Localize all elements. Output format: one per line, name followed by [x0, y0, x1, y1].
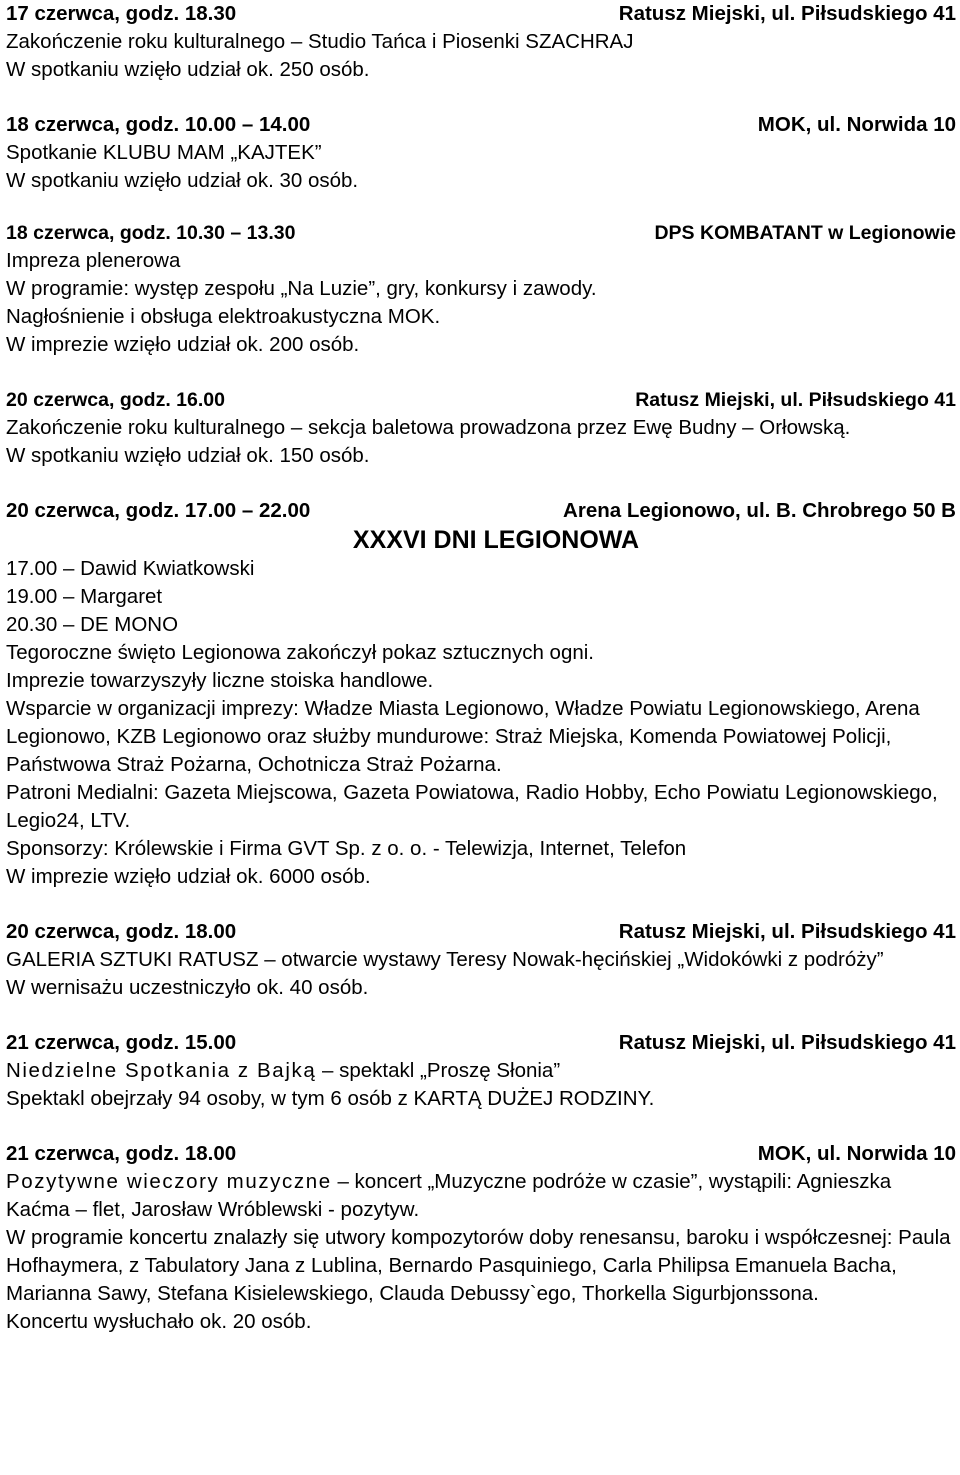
program-item: 19.00 – Margaret: [6, 585, 163, 608]
event-note: Imprezie towarzyszyły liczne stoiska handlowe.: [6, 669, 434, 692]
event-title: XXXVI DNI LEGIONOWA: [352, 526, 640, 554]
event-header: [6, 0, 956, 28]
event-entry: [6, 386, 956, 470]
event-place: Ratusz Miejski, ul. Piłsudskiego 41: [618, 2, 956, 25]
event-place: Arena Legionowo, ul. B. Chrobrego 50 B: [563, 499, 956, 522]
event-attendance: W imprezie wzięło udział ok. 6000 osób.: [6, 865, 371, 888]
event-description-rest: – spektakl „Proszę Słonia”: [316, 1059, 561, 1082]
event-entry: [6, 111, 956, 195]
event-program: W programie: występ zespołu „Na Luzie”, gry, konkursy i zawody.: [6, 277, 597, 300]
event-date: 18 czerwca, godz. 10.30 – 13.30: [6, 222, 296, 244]
event-date: 20 czerwca, godz. 18.00: [6, 920, 237, 943]
event-description: Zakończenie roku kulturalnego – sekcja baletowa prowadzona przez Ewę Budny – Orłowską.: [6, 416, 851, 439]
event-series-name: Niedzielne Spotkania z Bajką: [6, 1059, 317, 1082]
event-entry: [6, 918, 956, 1002]
event-header: [6, 918, 956, 946]
event-date: 21 czerwca, godz. 18.00: [6, 1142, 237, 1165]
event-header: [6, 1029, 956, 1057]
event-place: MOK, ul. Norwida 10: [757, 113, 956, 136]
event-entry: [6, 1140, 956, 1336]
event-date: 21 czerwca, godz. 15.00: [6, 1031, 237, 1054]
event-description: Impreza plenerowa: [6, 249, 181, 272]
event-entry: [6, 219, 956, 359]
event-place: Ratusz Miejski, ul. Piłsudskiego 41: [618, 1031, 956, 1054]
event-series-name: Pozytywne wieczory muzyczne: [6, 1170, 332, 1193]
program-item: 17.00 – Dawid Kwiatkowski: [6, 557, 255, 580]
event-place: Ratusz Miejski, ul. Piłsudskiego 41: [635, 389, 956, 411]
event-sponsors: Sponsorzy: Królewskie i Firma GVT Sp. z o. o. - Telewizja, Internet, Telefon: [6, 837, 687, 860]
event-description: GALERIA SZTUKI RATUSZ – otwarcie wystawy Teresy Nowak-hęcińskiej „Widokówki z podróży”: [6, 948, 884, 971]
event-header: [6, 386, 956, 414]
event-entry: [6, 0, 956, 84]
event-note: Tegoroczne święto Legionowa zakończył pokaz sztucznych ogni.: [6, 641, 594, 664]
event-note: Nagłośnienie i obsługa elektroakustyczna MOK.: [6, 305, 441, 328]
event-header: [6, 497, 956, 525]
event-attendance: W wernisażu uczestniczyło ok. 40 osób.: [6, 976, 369, 999]
event-header: [6, 219, 956, 247]
event-date: 17 czerwca, godz. 18.30: [6, 2, 237, 25]
event-description-rest: – koncert „Muzyczne podróże w czasie”, wystąpili: Agnieszka Kaćma – flet, Jarosław Wróblewski - pozytyw.: [6, 1170, 892, 1221]
program-item: 20.30 – DE MONO: [6, 613, 179, 636]
event-support: Wsparcie w organizacji imprezy: Władze Miasta Legionowo, Władze Powiatu Legionowskiego, Arena Legionowo, KZB Legionowo oraz służby mundurowe: Straż Miejska, Komenda Powiatowej Policji, Państwowa Straż Pożarna, Ochotnicza Straż Pożarna.: [6, 697, 920, 776]
event-place: DPS KOMBATANT w Legionowie: [654, 222, 956, 244]
event-header: [6, 1140, 956, 1168]
event-description: [6, 1168, 956, 1224]
event-date: 18 czerwca, godz. 10.00 – 14.00: [6, 113, 311, 136]
event-attendance: W spotkaniu wzięło udział ok. 250 osób.: [6, 58, 370, 81]
event-description: Zakończenie roku kulturalnego – Studio Tańca i Piosenki SZACHRAJ: [6, 30, 634, 53]
event-description: Spotkanie KLUBU MAM „KAJTEK”: [6, 141, 322, 164]
event-date: 20 czerwca, godz. 16.00: [6, 389, 225, 411]
event-attendance: Spektakl obejrzały 94 osoby, w tym 6 osób z KARTĄ DUŻEJ RODZINY.: [6, 1087, 655, 1110]
event-header: [6, 111, 956, 139]
event-description: [6, 1057, 956, 1085]
document-page: [6, 0, 956, 1336]
event-media-patrons: Patroni Medialni: Gazeta Miejscowa, Gazeta Powiatowa, Radio Hobby, Echo Powiatu Legionowskiego, Legio24, LTV.: [6, 781, 938, 832]
event-attendance: W imprezie wzięło udział ok. 200 osób.: [6, 333, 360, 356]
event-place: MOK, ul. Norwida 10: [757, 1142, 956, 1165]
event-program: W programie koncertu znalazły się utwory kompozytorów doby renesansu, baroku i współczesnej: Paula Hofhaymera, z Tabulatory Jana z Lublina, Bernardo Pasquiniego, Carla Philipsa Emanuela Bacha, Marianna Sawy, Stefana Kisielewskiego, Clauda Debussy`ego, Thorkella Sigurbjonssona.: [6, 1226, 951, 1305]
event-entry: [6, 1029, 956, 1113]
event-attendance: W spotkaniu wzięło udział ok. 30 osób.: [6, 169, 359, 192]
event-attendance: Koncertu wysłuchało ok. 20 osób.: [6, 1310, 312, 1333]
event-attendance: W spotkaniu wzięło udział ok. 150 osób.: [6, 444, 370, 467]
event-date: 20 czerwca, godz. 17.00 – 22.00: [6, 499, 311, 522]
event-place: Ratusz Miejski, ul. Piłsudskiego 41: [618, 920, 956, 943]
event-entry: [6, 497, 956, 891]
